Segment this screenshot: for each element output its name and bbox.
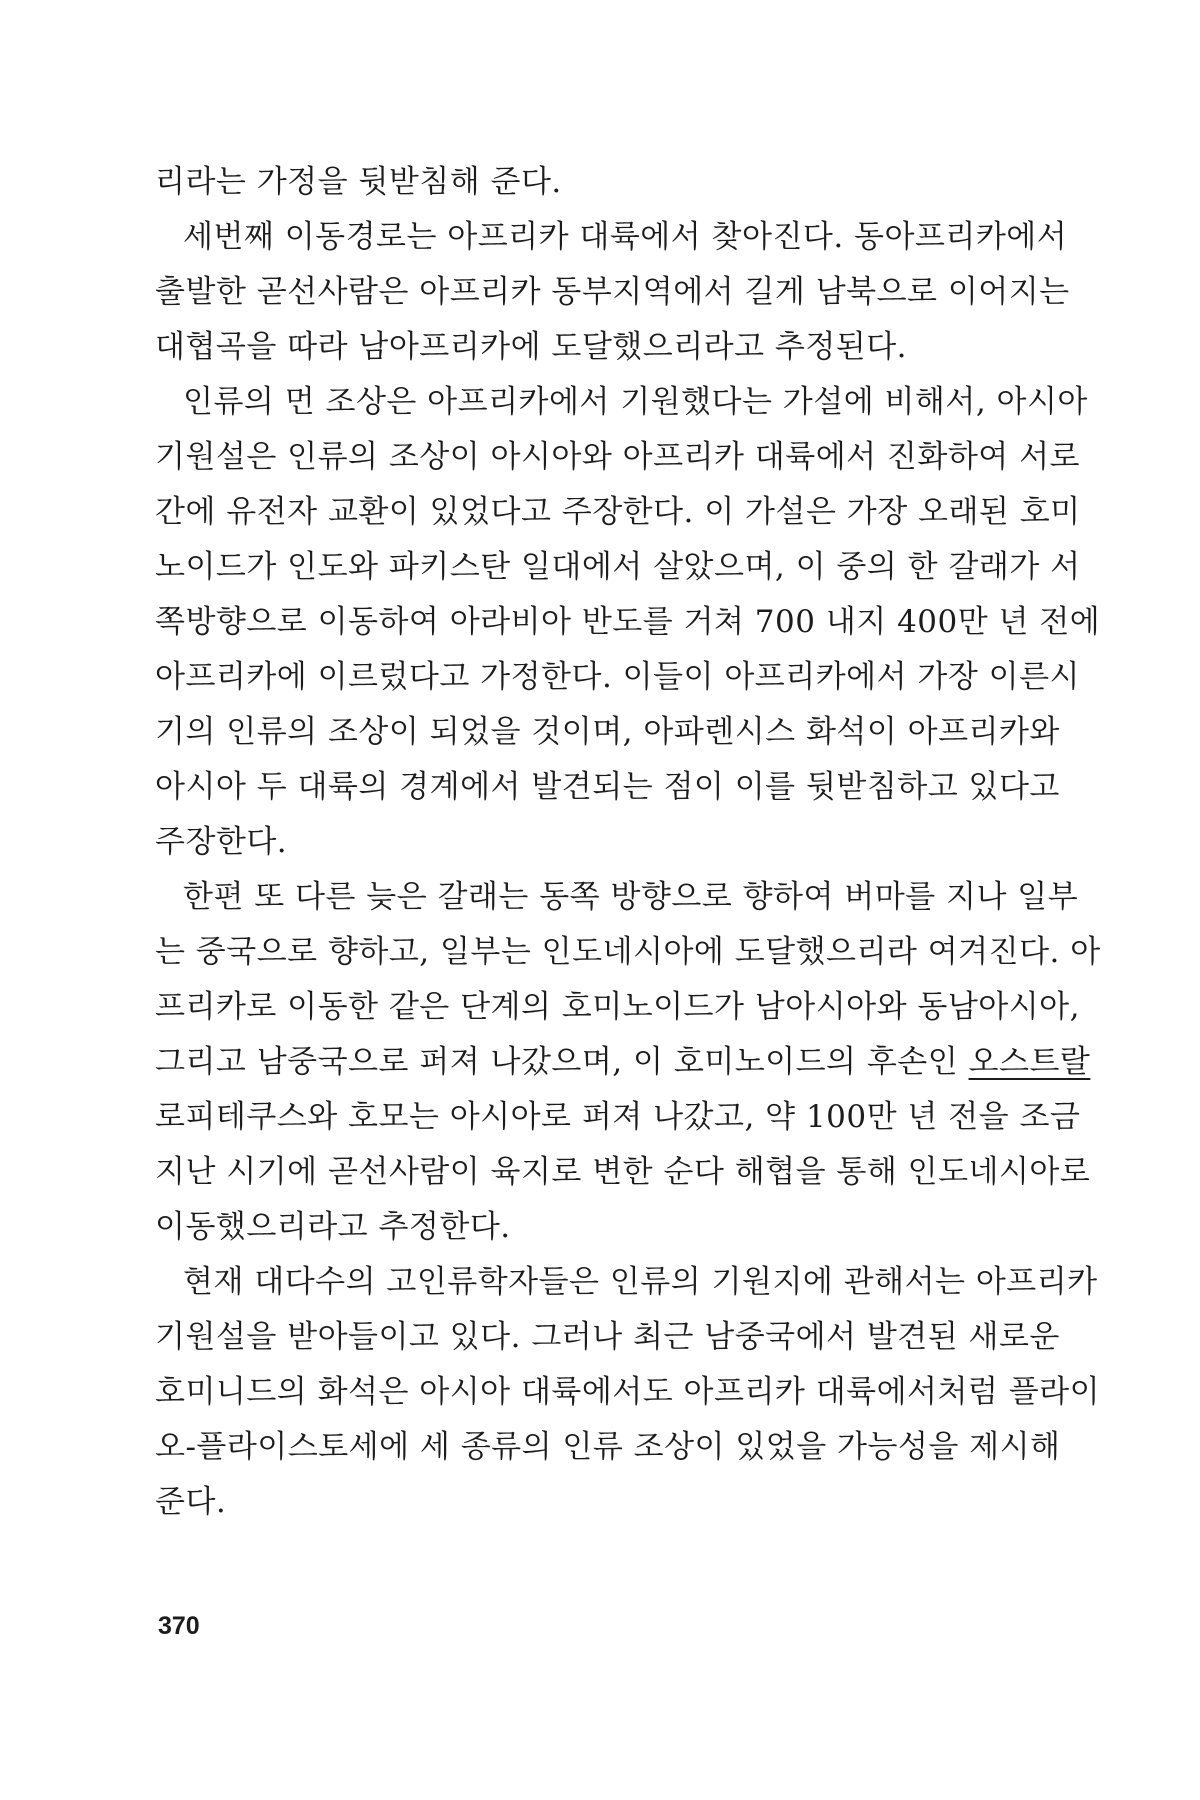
body-text: [155, 155, 1101, 1530]
text-line: 오-플라이스토세에 세 종류의 인류 조상이 있었을 가능성을 제시해: [155, 1429, 1061, 1465]
text-line: 프리카로 이동한 같은 단계의 호미노이드가 남아시아와 동남아시아,: [155, 989, 1080, 1025]
paragraph-first-line: 한편 또 다른 늦은 갈래는 동쪽 방향으로 향하여 버마를 지나 일부: [183, 879, 1079, 915]
text-line: 대협곡을 따라 남아프리카에 도달했으리라고 추정된다.: [155, 329, 908, 365]
text-line: 아프리카에 이르렀다고 가정한다. 이들이 아프리카에서 가장 이른시: [155, 659, 1080, 695]
page-number: 370: [158, 1612, 200, 1640]
text-line: 호미니드의 화석은 아시아 대륙에서도 아프리카 대륙에서처럼 플라이: [155, 1374, 1101, 1410]
paragraph-first-line: 인류의 먼 조상은 아프리카에서 기원했다는 가설에 비해서, 아시아: [183, 384, 1088, 420]
text-line: 이동했으리라고 추정한다.: [155, 1209, 511, 1245]
text-line: 노이드가 인도와 파키스탄 일대에서 살았으며, 이 중의 한 갈래가 서: [155, 549, 1081, 585]
text-line: 리라는 가정을 뒷받침해 준다.: [155, 164, 562, 200]
text-line: 간에 유전자 교환이 있었다고 주장한다. 이 가설은 가장 오래된 호미: [155, 494, 1081, 530]
text-line: 지난 시기에 곧선사람이 육지로 변한 순다 해협을 통해 인도네시아로: [155, 1154, 1091, 1190]
text-line: 는 중국으로 향하고, 일부는 인도네시아에 도달했으리라 여겨진다. 아: [155, 934, 1101, 970]
text-line: 아시아 두 대륙의 경계에서 발견되는 점이 이를 뒷받침하고 있다고: [155, 769, 1060, 805]
text-line: 로피테쿠스와 호모는 아시아로 퍼져 나갔고, 약 100만 년 전을 조금: [155, 1099, 1081, 1135]
paragraph-first-line: 현재 대다수의 고인류학자들은 인류의 기원지에 관해서는 아프리카: [183, 1264, 1098, 1300]
underlined-term: 오스트랄: [968, 1044, 1091, 1080]
text-line: 출발한 곧선사람은 아프리카 동부지역에서 길게 남북으로 이어지는: [155, 274, 1070, 310]
paragraph-first-line: 세번째 이동경로는 아프리카 대륙에서 찾아진다. 동아프리카에서: [183, 219, 1068, 255]
text-line: 쪽방향으로 이동하여 아라비아 반도를 거쳐 700 내지 400만 년 전에: [155, 604, 1101, 640]
text-line: 기원설을 받아들이고 있다. 그러나 최근 남중국에서 발견된 새로운: [155, 1319, 1060, 1355]
text-line: 준다.: [155, 1484, 227, 1520]
text-line-part: 그리고 남중국으로 퍼져 나갔으며, 이 호미노이드의 후손인: [155, 1044, 959, 1080]
text-line: 주장한다.: [155, 824, 288, 860]
text-line: [155, 1035, 1091, 1090]
text-line: 기의 인류의 조상이 되었을 것이며, 아파렌시스 화석이 아프리카와: [155, 714, 1060, 750]
text-line: 기원설은 인류의 조상이 아시아와 아프리카 대륙에서 진화하여 서로: [155, 439, 1080, 475]
